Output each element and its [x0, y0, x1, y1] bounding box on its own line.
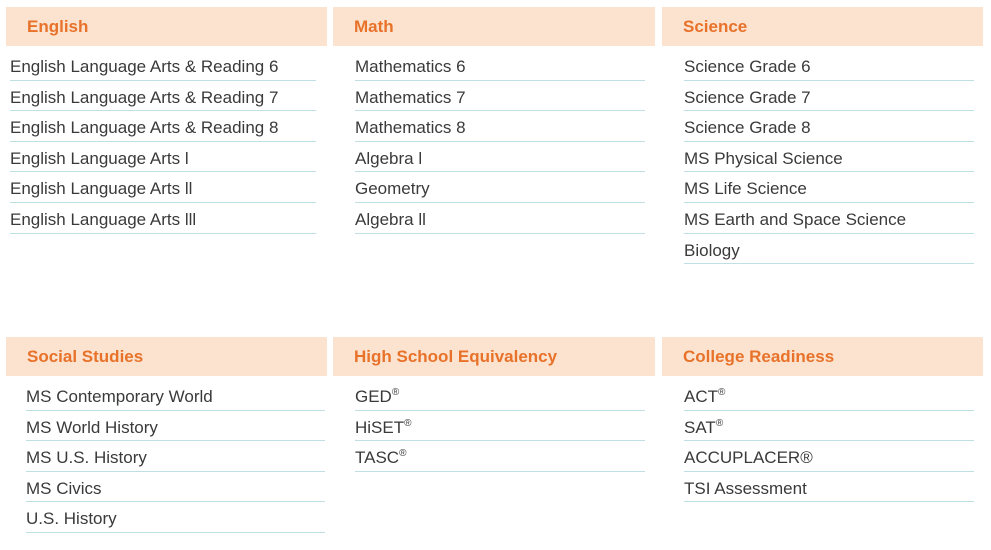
course-link[interactable]: U.S. History: [26, 502, 325, 533]
high-school-equivalency-card: [333, 337, 655, 472]
registered-mark: ®: [399, 448, 407, 460]
course-link[interactable]: English Language Arts lll: [10, 203, 316, 234]
math-heading: Math: [333, 7, 655, 46]
math-course-list: [355, 50, 645, 234]
social-studies-card: [6, 337, 327, 533]
course-link[interactable]: MS Life Science: [684, 172, 974, 203]
college-readiness-heading: College Readiness: [662, 337, 983, 376]
course-link[interactable]: English Language Arts & Reading 7: [10, 81, 316, 112]
course-link[interactable]: MS Civics: [26, 472, 325, 503]
social-studies-course-list: [26, 380, 325, 533]
english-heading: English: [6, 7, 327, 46]
course-link[interactable]: MS Physical Science: [684, 142, 974, 173]
course-link[interactable]: Geometry: [355, 172, 645, 203]
course-link[interactable]: English Language Arts ll: [10, 172, 316, 203]
course-link[interactable]: MS World History: [26, 411, 325, 442]
course-link[interactable]: ACCUPLACER®: [684, 441, 974, 472]
english-course-list: [10, 50, 316, 234]
course-name: TASC: [355, 448, 400, 468]
science-course-list: [684, 50, 974, 264]
course-link[interactable]: [684, 380, 974, 411]
course-link[interactable]: MS Contemporary World: [26, 380, 325, 411]
course-link[interactable]: Science Grade 6: [684, 50, 974, 81]
course-link[interactable]: Algebra l: [355, 142, 645, 173]
course-link[interactable]: Biology: [684, 234, 974, 265]
course-link[interactable]: Mathematics 6: [355, 50, 645, 81]
course-link[interactable]: Science Grade 8: [684, 111, 974, 142]
college-readiness-course-list: [684, 380, 974, 502]
course-name: ACT: [684, 387, 718, 406]
course-link[interactable]: [355, 441, 645, 472]
course-link[interactable]: TSI Assessment: [684, 472, 974, 503]
course-link[interactable]: MS U.S. History: [26, 441, 325, 472]
course-link[interactable]: English Language Arts & Reading 6: [10, 50, 316, 81]
high-school-equivalency-course-list: [355, 380, 645, 472]
college-readiness-card: [662, 337, 983, 502]
registered-mark: ®: [718, 387, 726, 398]
course-link[interactable]: [684, 411, 974, 442]
science-card: [662, 7, 983, 264]
course-link[interactable]: Mathematics 8: [355, 111, 645, 142]
course-name: HiSET: [355, 417, 405, 437]
course-link[interactable]: English Language Arts & Reading 8: [10, 111, 316, 142]
social-studies-heading: Social Studies: [6, 337, 327, 376]
course-name: SAT: [684, 417, 716, 437]
course-link[interactable]: Mathematics 7: [355, 81, 645, 112]
math-card: [333, 7, 655, 234]
course-link[interactable]: [355, 380, 645, 411]
registered-mark: ®: [715, 417, 724, 429]
course-link[interactable]: Algebra ll: [355, 203, 645, 234]
registered-mark: ®: [391, 387, 400, 398]
registered-mark: ®: [404, 417, 412, 429]
course-link[interactable]: English Language Arts l: [10, 142, 316, 173]
science-heading: Science: [662, 7, 983, 46]
high-school-equivalency-heading: High School Equivalency: [333, 337, 655, 376]
course-link[interactable]: MS Earth and Space Science: [684, 203, 974, 234]
course-name: GED: [355, 387, 392, 406]
course-link[interactable]: Science Grade 7: [684, 81, 974, 112]
english-card: [6, 7, 327, 234]
course-link[interactable]: [355, 411, 645, 442]
